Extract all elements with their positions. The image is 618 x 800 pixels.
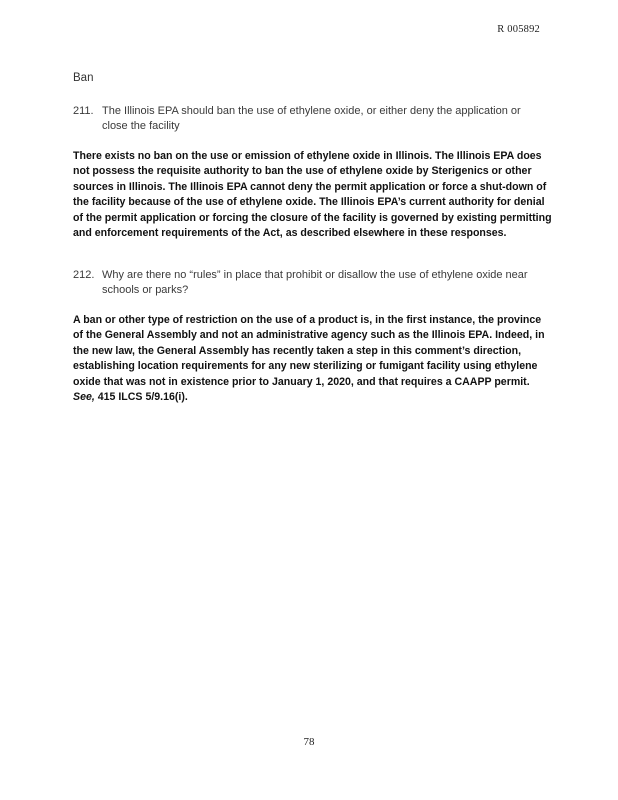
see-signal: See, bbox=[73, 391, 95, 404]
section-heading: Ban bbox=[73, 72, 94, 84]
comment-211 bbox=[73, 104, 543, 134]
comment-number: 212. bbox=[73, 269, 95, 281]
response-text: A ban or other type of restriction on the use of a product is, in the first instance, the province of the General Assembly and not an administrative agency such as the Illinois EPA. Indeed, in the new law, the General Assembly has recently taken a step in this comment’s direction, establishing location requirements for any new sterilizing or fumigant facility using ethylene oxide that was not in existence prior to January 1, 2020, and that requires a CAAPP permit. bbox=[73, 314, 545, 388]
comment-212 bbox=[73, 268, 543, 298]
comment-text: Why are there no “rules” in place that prohibit or disallow the use of ethylene oxide near schools or parks? bbox=[102, 269, 528, 296]
comment-text: The Illinois EPA should ban the use of ethylene oxide, or either deny the application or close the facility bbox=[102, 105, 521, 132]
bates-number: R 005892 bbox=[497, 24, 540, 35]
page-number: 78 bbox=[303, 736, 315, 748]
comment-number: 211. bbox=[73, 105, 94, 117]
statute-citation: 415 ILCS 5/9.16(i). bbox=[97, 391, 188, 404]
response-211: There exists no ban on the use or emission of ethylene oxide in Illinois. The Illinois EPA does not possess the requisite authority to ban the use of ethylene oxide by Sterigenics or other sources in Illinois. The Illinois EPA cannot deny the permit application or force a shut-down of the facility because of the use of ethylene oxide. The Illinois EPA’s current authority for denial of the permit application or forcing the closure of the facility is governed by existing permitting and enforcement requirements of the Act, as described elsewhere in these responses. bbox=[73, 150, 552, 240]
response-212 bbox=[73, 313, 553, 405]
